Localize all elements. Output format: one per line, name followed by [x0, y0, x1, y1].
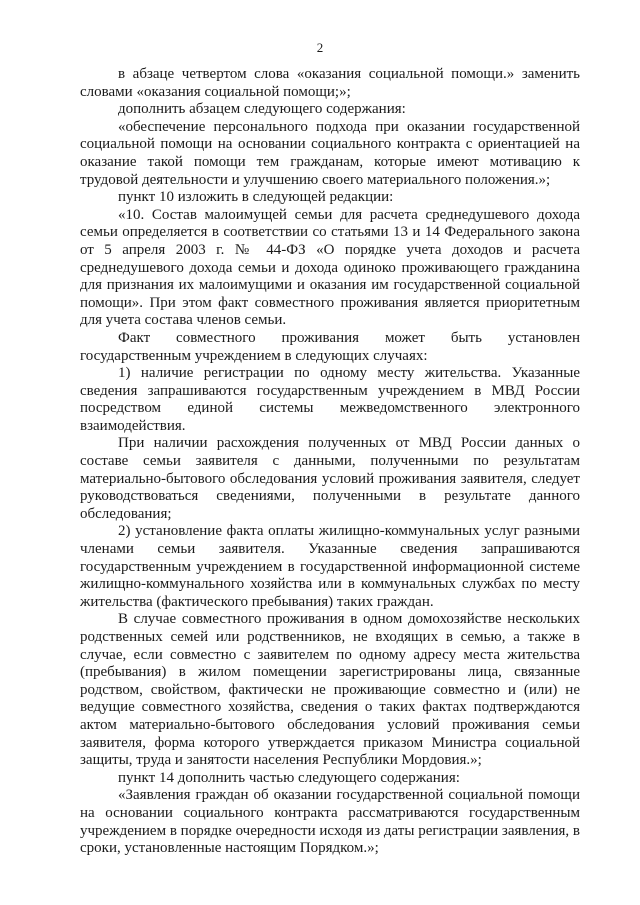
- page-number: 2: [316, 40, 324, 55]
- paragraph-amend-abzac-4: в абзаце четвертом слова «оказания социальной помощи.» заменить словами «оказания социальной помощи;»;: [80, 66, 580, 100]
- paragraph-point-10-intro: пункт 10 изложить в следующей редакции:: [118, 189, 394, 206]
- paragraph-add-abzac: дополнить абзацем следующего содержания:: [118, 101, 406, 118]
- paragraph-case-2-utilities: 2) установление факта оплаты жилищно-коммунальных услуг разными членами семьи заявителя. Указанные сведения запрашиваются государственным учреждением в государственной информационной системе жилищно-коммунального хозяйства или в коммунальных службах по месту жительства (фактического пребывания) таких граждан.: [80, 523, 580, 610]
- paragraph-cohabitation-cases: Факт совместного проживания может быть установлен государственным учреждением в следующих случаях:: [80, 329, 580, 364]
- paragraph-point-10-text: «10. Состав малоимущей семьи для расчета среднедушевого дохода семьи определяется в соответствии со статьями 13 и 14 Федерального закона от 5 апреля 2003 г. № 44-ФЗ «О порядке учета доходов и расчета среднедушевого дохода семьи и дохода одиноко проживающего гражданина для признания их малоимущими и оказания им государственной социальной помощи». При этом факт совместного проживания является приоритетным для учета состава членов семьи.: [80, 206, 580, 329]
- document-body: [80, 66, 580, 858]
- paragraph-point-14-intro: пункт 14 дополнить частью следующего содержания:: [118, 769, 460, 786]
- paragraph-personal-approach: «обеспечение персонального подхода при оказании государственной социальной помощи на основании социального контракта с ориентацией на оказание такой помощи тем гражданам, которые имеют мотивацию к трудовой деятельности и улучшению своего материального положения.»;: [80, 118, 580, 188]
- paragraph-related-families: В случае совместного проживания в одном домохозяйстве нескольких родственных семей или родственников, не входящих в семью, а также в случае, если совместно с заявителем по одному адресу места жительства (пребывания) в жилом помещении зарегистрированы лица, связанные родством, свойством, фактически не проживающие совместно и (или) не ведущие совместного хозяйства, сведения о таких фактах подтверждаются актом материально-бытового обследования условий проживания семьи заявителя, форма которого утверждается приказом Министра социальной защиты, труда и занятости населения Республики Мордовия.»;: [80, 611, 580, 769]
- paragraph-discrepancy: При наличии расхождения полученных от МВД России данных о составе семьи заявителя с данными, полученными по результатам материально-бытового обследования условий проживания заявителя, следует руководствоваться сведениями, полученными в результате данного обследования;: [80, 435, 580, 522]
- paragraph-case-1-registration: 1) наличие регистрации по одному месту жительства. Указанные сведения запрашиваются государственным учреждением в МВД России посредством единой системы межведомственного электронного взаимодействия.: [80, 365, 580, 434]
- paragraph-point-14-text: «Заявления граждан об оказании государственной социальной помощи на основании социального контракта рассматриваются государственным учреждением в порядке очередности исходя из даты регистрации заявления, в сроки, установленные настоящим Порядком.»;: [80, 787, 580, 857]
